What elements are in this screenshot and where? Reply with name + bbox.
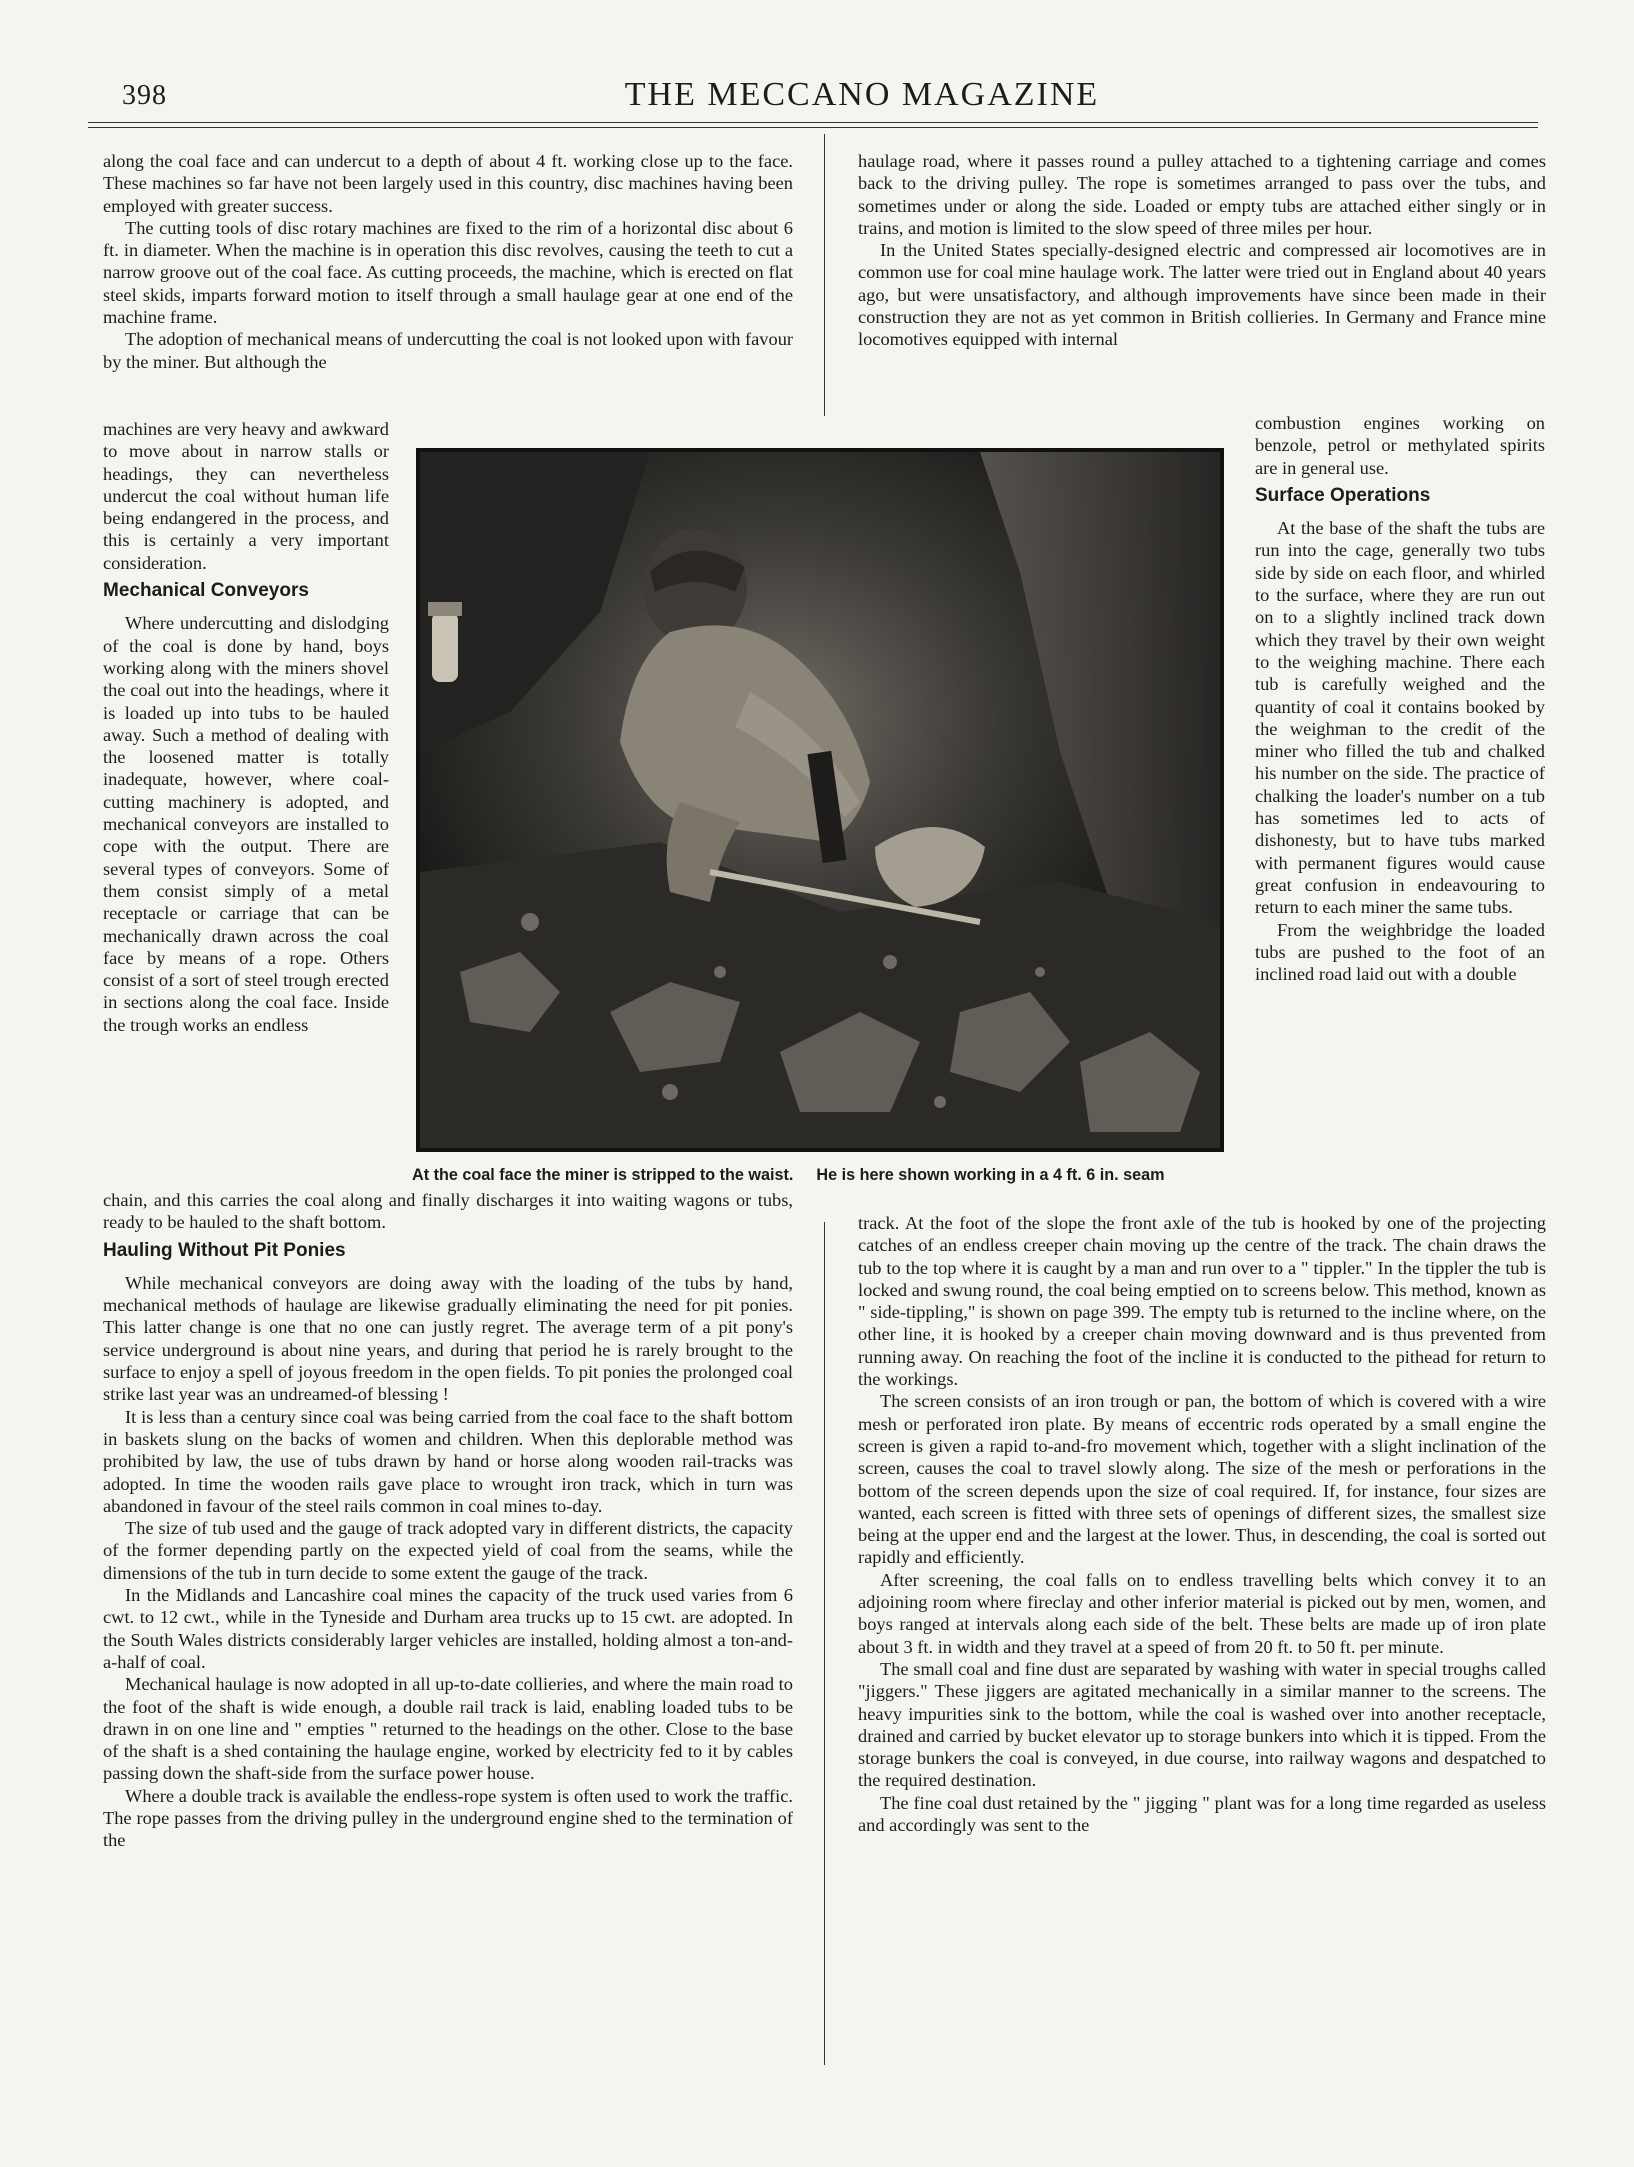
- section-heading-hauling: Hauling Without Pit Ponies: [103, 1239, 346, 1261]
- header-rule: [88, 122, 1538, 123]
- section-heading-conveyors: Mechanical Conveyors: [103, 580, 309, 602]
- col1-top-text: [103, 150, 793, 373]
- paragraph: machines are very heavy and awkward to move about in narrow stalls or headings, they can nevertheless undercut the coal without human life being endangered in the process, and this is certainly a very important consideration.: [103, 419, 389, 573]
- miner-photograph: [416, 448, 1224, 1152]
- paragraph: In the United States specially-designed electric and compressed air locomotives are in common use for coal mine haulage work. The latter were tried out in England about 40 years ago, but were unsatisfactory, and although improvements have since been made in their construction they are not as yet common in British collieries. In Germany and France mine locomotives equipped with internal: [858, 240, 1546, 350]
- paragraph: The fine coal dust retained by the " jigging " plant was for a long time regarded as useless and accordingly was sent to the: [858, 1792, 1546, 1836]
- paragraph: The adoption of mechanical means of undercutting the coal is not looked upon with favour by the miner. But although the: [103, 329, 794, 372]
- paragraph: The cutting tools of disc rotary machines are fixed to the rim of a horizontal disc about 6 ft. in diameter. When the machine is in operation this disc revolves, causing the teeth to cut a narrow groove out of the coal face. As cutting proceeds, the machine, which is erected on flat steel skids, imparts forward motion to itself through a small haulage gear at one end of the machine frame.: [103, 217, 793, 328]
- col2-top-text: [858, 150, 1546, 351]
- col1-narrow-text: [103, 418, 389, 1036]
- paragraph: The size of tub used and the gauge of track adopted vary in different districts, the capacity of the former depending partly on the expected yield of coal from the seams, while the dimensions of the tub in turn decide to some extent the gauge of the track.: [103, 1518, 793, 1583]
- page-number: 398: [122, 80, 167, 111]
- paragraph: While mechanical conveyors are doing away with the loading of the tubs by hand, mechanical methods of haulage are likewise gradually eliminating the need for pit ponies. This latter change is one that no one can justly regret. The average term of a pit pony's service underground is about nine years, and during that period he is rarely brought to the surface to enjoy a spell of joyous freedom in the open fields. To pit ponies the prolonged coal strike last year was an undreamed-of blessing !: [103, 1272, 793, 1405]
- paragraph: combustion engines working on benzole, petrol or methylated spirits are in general use.: [1255, 413, 1545, 478]
- magazine-title: THE MECCANO MAGAZINE: [624, 76, 1100, 113]
- photo-caption: [412, 1166, 1232, 1185]
- col2-bottom-text: [858, 1212, 1546, 1836]
- paragraph: The small coal and fine dust are separated by washing with water in special troughs called "jiggers." These jiggers are agitated mechanically in a similar manner to the screens. The heavy impurities sink to the bottom, while the coal is washed over into another receptacle, drained and carried by bucket elevator up to storage bunkers into which it is tipped. From the storage bunkers the coal is conveyed, in due course, into railway wagons and despatched to the required destination.: [858, 1658, 1546, 1791]
- caption-right: He is here shown working in a 4 ft. 6 in. seam: [816, 1166, 1165, 1184]
- paragraph: At the base of the shaft the tubs are run into the cage, generally two tubs side by side on each floor, and whirled to the surface, where they are run out on to a slightly inclined track down which they travel by their own weight to the weighing machine. There each tub is carefully weighed and the quantity of coal it contains booked by the weighman to the credit of the miner who filled the tub and chalked his number on the side. The practice of chalking the loader's number on a tub has sometimes led to acts of dishonesty, but to have tubs marked with permanent figures would cause great confusion in endeavouring to return to each miner the same tubs.: [1255, 518, 1545, 918]
- paragraph: In the Midlands and Lancashire coal mines the capacity of the truck used varies from 6 cwt. to 12 cwt., while in the Tyneside and Durham area trucks up to 15 cwt. are adopted. In the South Wales districts considerably larger vehicles are installed, holding almost a ton-and-a-half of coal.: [103, 1585, 793, 1672]
- paragraph: track. At the foot of the slope the front axle of the tub is hooked by one of the projecting catches of an endless creeper chain moving up the centre of the track. The chain draws the tub to the top where it is caught by a man and run over to a " tippler." In the tippler the tub is locked and swung round, the coal being emptied on to screens below. This method, known as " side-tippling," is shown on page 399. The empty tub is returned to the incline where, on the other line, it is hooked by a creeper chain moving downward and is thus prevented from running away. On reaching the foot of the incline it is conducted to the pithead for return to the workings.: [858, 1213, 1546, 1390]
- column-divider-bottom: [824, 1222, 825, 2065]
- paragraph: After screening, the coal falls on to endless travelling belts which convey it to an adjoining room where fireclay and other inferior material is picked out by men, women, and boys ranged at intervals along each side of the belt. These belts are made up of iron plate about 3 ft. in width and they travel at a speed of from 20 ft. to 50 ft. per minute.: [858, 1569, 1546, 1657]
- paragraph: It is less than a century since coal was being carried from the coal face to the shaft bottom in baskets slung on the backs of women and children. When this deplorable method was prohibited by law, the use of tubs drawn by hand or horse along wooden rail-tracks was adopted. In time the wooden rails gave place to wrought iron track, which in turn was abandoned in favour of the steel rails common in coal mines to-day.: [103, 1406, 793, 1516]
- paragraph: chain, and this carries the coal along and finally discharges it into waiting wagons or tubs, ready to be hauled to the shaft bottom.: [103, 1190, 793, 1233]
- paragraph: Where a double track is available the endless-rope system is often used to work the traffic. The rope passes from the driving pulley in the underground engine shed to the termination of the: [103, 1785, 793, 1851]
- col2-narrow-text: [1255, 412, 1545, 985]
- paragraph: The screen consists of an iron trough or pan, the bottom of which is covered with a wire mesh or perforated iron plate. By means of eccentric rods operated by a small engine the screen is given a rapid to-and-fro movement which, together with a slight inclination of the screen, causes the coal to travel slowly along. The size of the mesh or perforations in the bottom of the screen depends upon the size of coal required. If, for instance, four sizes are wanted, each screen is fitted with three sets of openings of different sizes, the smallest size being at the upper end and the largest at the lower. Thus, in descending, the coal is sorted out rapidly and efficiently.: [858, 1391, 1546, 1568]
- section-heading-surface: Surface Operations: [1255, 484, 1431, 506]
- paragraph: haulage road, where it passes round a pulley attached to a tightening carriage and comes back to the driving pulley. The rope is sometimes arranged to pass over the tubs, and sometimes under or along the side. Loaded or empty tubs are attached either singly or in trains, and motion is limited to the slow speed of three miles per hour.: [858, 151, 1546, 238]
- miner-photo-illustration: [420, 452, 1220, 1148]
- paragraph: Where undercutting and dislodging of the coal is done by hand, boys working along with the miners shovel the coal out into the headings, where it is loaded up into tubs to be hauled away. Such a method of dealing with the loosened matter is totally inadequate, however, where coal-cutting machinery is adopted, and mechanical conveyors are installed to cope with the output. There are several types of conveyors. Some of them consist simply of a metal receptacle or carriage that can be mechanically drawn across the coal face by means of a rope. Others consist of a sort of steel trough erected in sections along the coal face. Inside the trough works an endless: [103, 613, 389, 1035]
- paragraph: along the coal face and can undercut to a depth of about 4 ft. working close up to the face. These machines so far have not been largely used in this country, disc machines having been employed with greater success.: [103, 151, 793, 216]
- column-divider-top: [824, 134, 825, 416]
- caption-left: At the coal face the miner is stripped to the waist.: [412, 1166, 794, 1184]
- col1-bottom-text: [103, 1189, 793, 1852]
- header-rule-thin: [88, 127, 1538, 128]
- paragraph: From the weighbridge the loaded tubs are pushed to the foot of an inclined road laid out with a double: [1255, 919, 1545, 985]
- paragraph: Mechanical haulage is now adopted in all up-to-date collieries, and where the main road to the foot of the shaft is wide enough, a double rail track is laid, enabling loaded tubs to be drawn in on one line and " empties " returned to the headings on the other. Close to the base of the shaft is a shed containing the haulage engine, worked by electricity fed to it by cables passing down the shaft-side from the surface power house.: [103, 1674, 793, 1784]
